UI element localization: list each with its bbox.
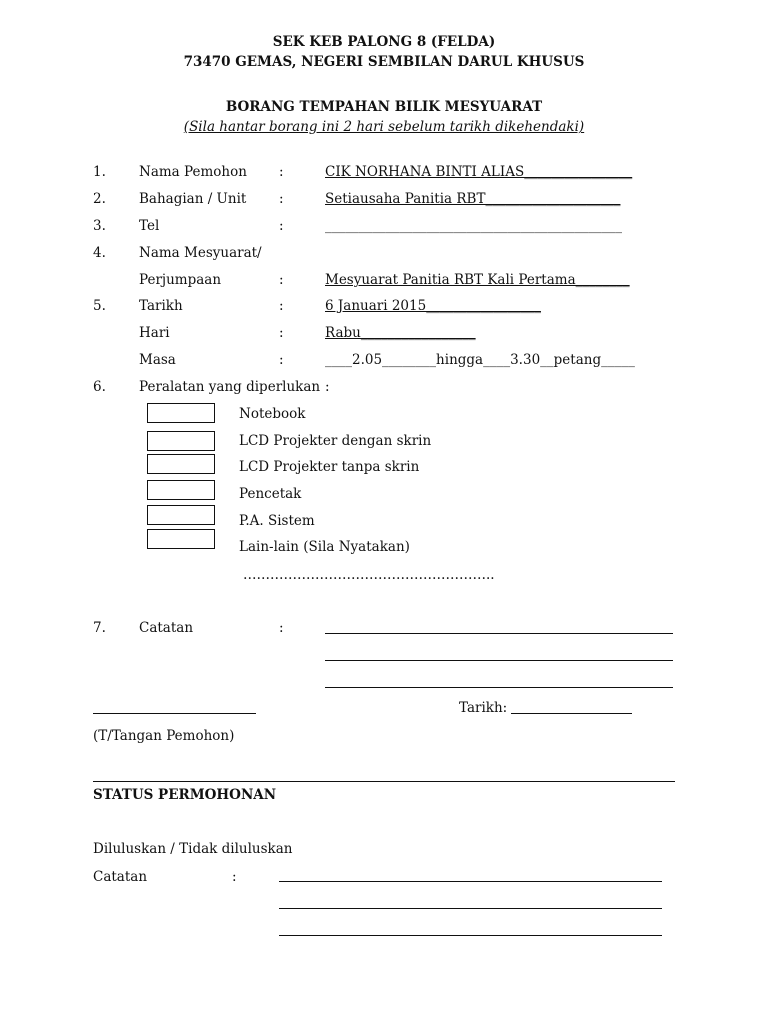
pa-system-checkbox[interactable] <box>147 505 215 525</box>
signature-label: (T/Tangan Pemohon) <box>93 728 235 744</box>
hari-label: Hari <box>139 325 170 341</box>
status-title: STATUS PERMOHONAN <box>93 787 277 803</box>
school-address: 73470 GEMAS, NEGERI SEMBILAN DARUL KHUSUS <box>183 54 585 70</box>
catatan-line <box>325 633 673 634</box>
field-7-number: 7. <box>93 620 106 636</box>
lcd-with-screen-checkbox[interactable] <box>147 431 215 451</box>
section-divider <box>93 781 675 782</box>
field-2-label: Bahagian / Unit <box>139 191 247 207</box>
field-6-number: 6. <box>93 379 106 395</box>
field-2-colon: : <box>279 191 284 207</box>
form-instruction: (Sila hantar borang ini 2 hari sebelum tarikh dikehendaki) <box>183 119 585 135</box>
field-3-value: ____________________________________________ <box>325 218 622 234</box>
signature-line <box>93 713 256 714</box>
printer-checkbox[interactable] <box>147 480 215 500</box>
field-5-colon: : <box>279 298 284 314</box>
field-4-number: 4. <box>93 245 106 261</box>
field-5-number: 5. <box>93 298 106 314</box>
others-specify-dots: ……………………………………………….. <box>243 567 495 583</box>
field-4-value: Mesyuarat Panitia RBT Kali Pertama________ <box>325 272 630 288</box>
others-checkbox[interactable] <box>147 529 215 549</box>
hari-value: Rabu_________________ <box>325 325 476 341</box>
hari-colon: : <box>279 325 284 341</box>
status-catatan-label: Catatan <box>93 869 148 885</box>
field-2-number: 2. <box>93 191 106 207</box>
field-1-label: Nama Pemohon <box>139 164 247 180</box>
status-catatan-line <box>279 881 662 882</box>
equipment-label: LCD Projekter dengan skrin <box>239 433 432 449</box>
masa-colon: : <box>279 352 284 368</box>
status-catatan-colon: : <box>232 869 237 885</box>
field-6-label: Peralatan yang diperlukan <box>139 379 321 395</box>
masa-label: Masa <box>139 352 176 368</box>
status-catatan-line <box>279 935 662 936</box>
equipment-label: LCD Projekter tanpa skrin <box>239 459 420 475</box>
form-title: BORANG TEMPAHAN BILIK MESYUARAT <box>225 99 543 115</box>
field-5-label: Tarikh <box>139 298 183 314</box>
equipment-label: Lain-lain (Sila Nyatakan) <box>239 539 410 555</box>
catatan-line <box>325 687 673 688</box>
field-1-number: 1. <box>93 164 106 180</box>
equipment-label: Pencetak <box>239 486 302 502</box>
field-3-label: Tel <box>139 218 160 234</box>
status-catatan-line <box>279 908 662 909</box>
field-1-value: CIK NORHANA BINTI ALIAS________________ <box>325 164 633 180</box>
catatan-line <box>325 660 673 661</box>
catatan-colon: : <box>279 620 284 636</box>
field-4-label: Nama Mesyuarat/ <box>139 245 262 261</box>
equipment-label: P.A. Sistem <box>239 513 315 529</box>
field-1-colon: : <box>279 164 284 180</box>
field-2-value: Setiausaha Panitia RBT____________________ <box>325 191 621 207</box>
notebook-checkbox[interactable] <box>147 403 215 423</box>
field-6-colon: : <box>325 379 330 395</box>
tarikh-label: Tarikh: <box>459 700 508 716</box>
field-4-colon: : <box>279 272 284 288</box>
field-3-colon: : <box>279 218 284 234</box>
catatan-label: Catatan <box>139 620 194 636</box>
school-name: SEK KEB PALONG 8 (FELDA) <box>272 34 496 50</box>
field-3-number: 3. <box>93 218 106 234</box>
masa-value: ____2.05________hingga____3.30__petang_____ <box>325 352 635 368</box>
lcd-without-screen-checkbox[interactable] <box>147 454 215 474</box>
field-4-label-2: Perjumpaan <box>139 272 222 288</box>
status-decision: Diluluskan / Tidak diluluskan <box>93 841 293 857</box>
equipment-label: Notebook <box>239 406 306 422</box>
tarikh-line <box>511 713 632 714</box>
field-5-value: 6 Januari 2015_________________ <box>325 298 541 314</box>
